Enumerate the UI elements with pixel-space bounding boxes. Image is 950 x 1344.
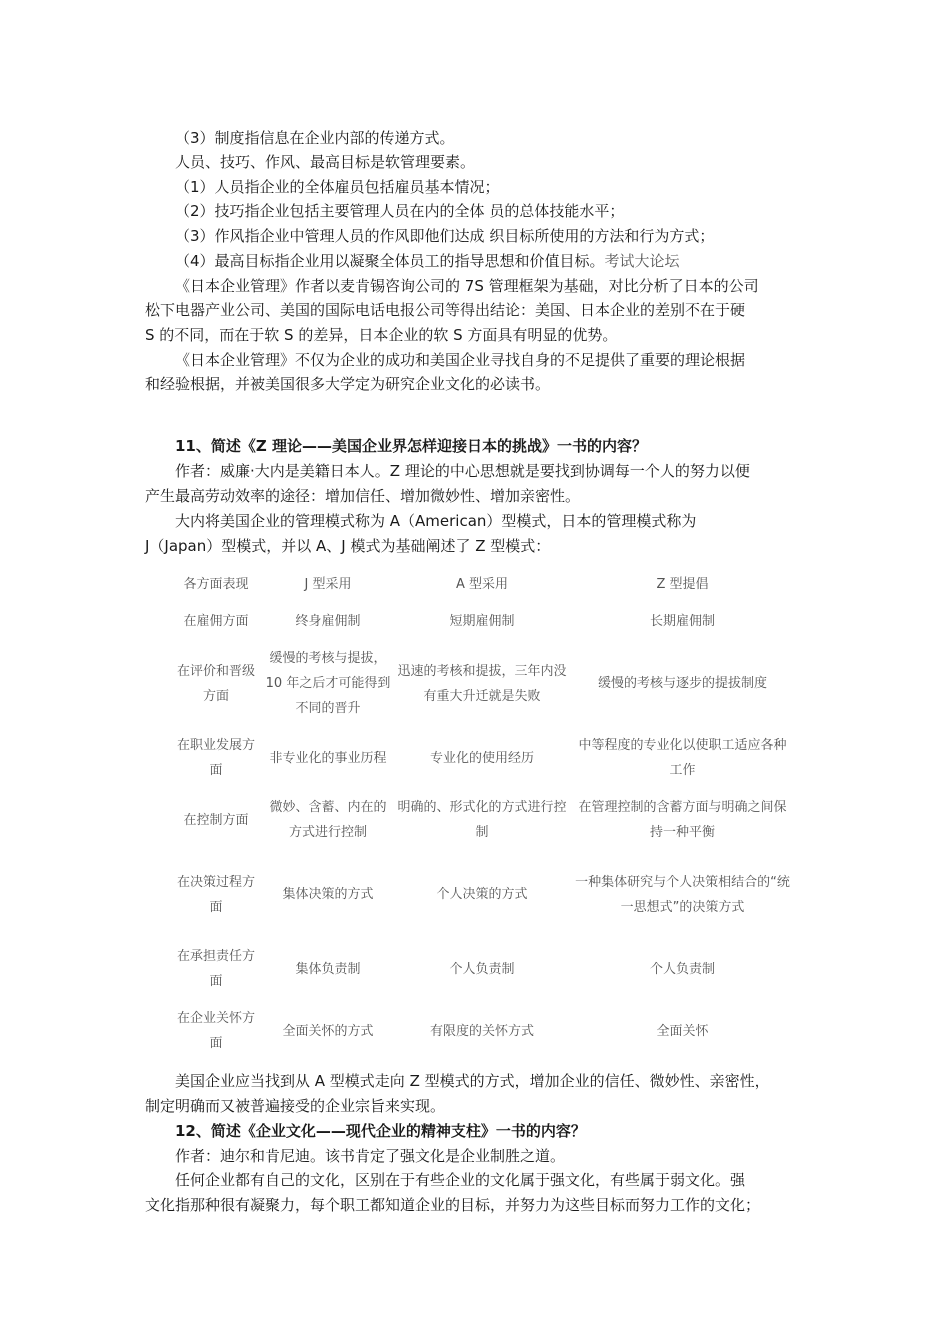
table-row — [170, 602, 795, 640]
table-row — [170, 938, 795, 1000]
paragraph-7s-line1: 《日本企业管理》作者以麦肯锡咨询公司的 7S 管理框架为基础，对比分析了日本的公司 — [175, 277, 759, 295]
section-12-heading: 12、简述《企业文化——现代企业的精神支柱》一书的内容？ — [175, 1122, 586, 1140]
table-cell: 在企业关怀方面 — [176, 1011, 255, 1051]
paragraph-superordinate-goals-text: （4）最高目标指企业用以凝聚全体员工的指导思想和价值目标。 — [175, 252, 605, 270]
z-theory-comparison-table — [170, 566, 795, 1062]
table-header-row — [170, 566, 795, 602]
section-11-conclusion-line1: 美国企业应当找到从 A 型模式走向 Z 型模式的方式，增加企业的信任、微妙性、亲密性， — [175, 1072, 770, 1090]
table-row — [170, 789, 795, 851]
paragraph-institution: （3）制度指信息在企业内部的传递方式。 — [175, 129, 455, 147]
table-cell: 非专业化的事业历程 — [269, 750, 387, 766]
section-12-author: 作者：迪尔和肯尼迪。该书肯定了强文化是企业制胜之道。 — [175, 1147, 566, 1165]
paragraph-style: （3）作风指企业中管理人员的作风即他们达成 织目标所使用的方法和行为方式； — [175, 227, 715, 245]
paragraph-7s-line2: 松下电器产业公司、美国的国际电话电报公司等得出结论：美国、日本企业的差别不在于硬 — [145, 301, 746, 319]
table-cell: 集体决策的方式 — [282, 887, 374, 902]
table-row — [170, 727, 795, 789]
section-11-author-line1: 作者：威廉·大内是美籍日本人。Z 理论的中心思想就是要找到协调每一个人的努力以便 — [175, 462, 750, 480]
table-cell: 终身雇佣制 — [295, 613, 361, 629]
paragraph-superordinate-goals — [175, 249, 840, 274]
table-cell: 个人负责制 — [649, 961, 715, 977]
section-11-heading: 11、简述《Z 理论——美国企业界怎样迎接日本的挑战》一书的内容？ — [175, 437, 647, 455]
table-header-cell: Z 型提倡 — [656, 576, 709, 592]
table-cell: 在管理控制的含蓄方面与明确之间保持一种平衡 — [578, 800, 787, 840]
section-12-culture-line1: 任何企业都有自己的文化，区别在于有些企业的文化属于强文化，有些属于弱文化。强 — [175, 1171, 746, 1189]
section-11-models-line1: 大内将美国企业的管理模式称为 A（American）型模式，日本的管理模式称为 — [175, 512, 697, 530]
section-12-culture-line2: 文化指那种很有凝聚力，每个职工都知道企业的目标，并努力为这些目标而努力工作的文化； — [145, 1196, 761, 1214]
table-cell: 微妙、含蓄、内在的方式进行控制 — [269, 800, 387, 840]
table-row — [170, 1000, 795, 1062]
table-cell: 短期雇佣制 — [449, 613, 515, 629]
table-cell: 集体负责制 — [295, 961, 361, 977]
table-cell: 中等程度的专业化以使职工适应各种工作 — [578, 738, 787, 778]
paragraph-7s-line3: S 的不同，而在于软 S 的差异，日本企业的软 S 方面具有明显的优势。 — [145, 326, 618, 344]
paragraph-staff: （1）人员指企业的全体雇员包括雇员基本情况； — [175, 178, 500, 196]
table-row — [170, 851, 795, 938]
table-cell: 在雇佣方面 — [183, 613, 249, 629]
table-cell: 个人决策的方式 — [436, 887, 528, 902]
table-cell: 在控制方面 — [183, 812, 249, 828]
table-cell: 在决策过程方面 — [176, 874, 255, 915]
table-cell: 缓慢的考核与逐步的提拔制度 — [597, 676, 767, 691]
table-cell: 缓慢的考核与提拔，10 年之后才可能得到不同的晋升 — [265, 651, 391, 716]
table-cell: 长期雇佣制 — [649, 613, 715, 629]
table-header-cell: J 型采用 — [304, 576, 352, 592]
table-cell: 个人负责制 — [449, 961, 515, 977]
table-cell: 专业化的使用经历 — [429, 750, 534, 766]
paragraph-japan-mgmt-line1: 《日本企业管理》不仅为企业的成功和美国企业寻找自身的不足提供了重要的理论根据 — [175, 351, 746, 369]
paragraph-japan-mgmt-line2: 和经验根据，并被美国很多大学定为研究企业文化的必读书。 — [145, 375, 551, 393]
section-11-author-line2: 产生最高劳动效率的途径：增加信任、增加微妙性、增加亲密性。 — [145, 487, 581, 505]
table-cell: 迅速的考核和提拔，三年内没有重大升迁就是失败 — [397, 663, 567, 704]
paragraph-skills: （2）技巧指企业包括主要管理人员在内的全体 员的总体技能水平； — [175, 202, 625, 220]
table-cell: 全面关怀的方式 — [282, 1023, 374, 1039]
table-header-cell: 各方面表现 — [183, 576, 249, 592]
table-cell: 在评价和晋级方面 — [176, 663, 255, 704]
table-cell: 在承担责任方面 — [176, 949, 255, 989]
table-cell: 有限度的关怀方式 — [429, 1023, 534, 1039]
section-11-models-line2: J（Japan）型模式，并以 A、J 模式为基础阐述了 Z 型模式： — [145, 537, 551, 555]
table-row — [170, 640, 795, 727]
table-cell: 在职业发展方面 — [176, 738, 255, 778]
table-header-cell: A 型采用 — [455, 576, 509, 592]
table-cell: 明确的、形式化的方式进行控制 — [397, 800, 567, 840]
watermark-text: 考试大论坛 — [604, 252, 680, 270]
table-cell: 全面关怀 — [656, 1023, 709, 1039]
paragraph-soft-elements: 人员、技巧、作风、最高目标是软管理要素。 — [175, 153, 476, 171]
section-11-conclusion-line2: 制定明确而又被普遍接受的企业宗旨来实现。 — [145, 1097, 446, 1115]
table-cell: 一种集体研究与个人决策相结合的“统一思想式”的决策方式 — [575, 874, 790, 915]
